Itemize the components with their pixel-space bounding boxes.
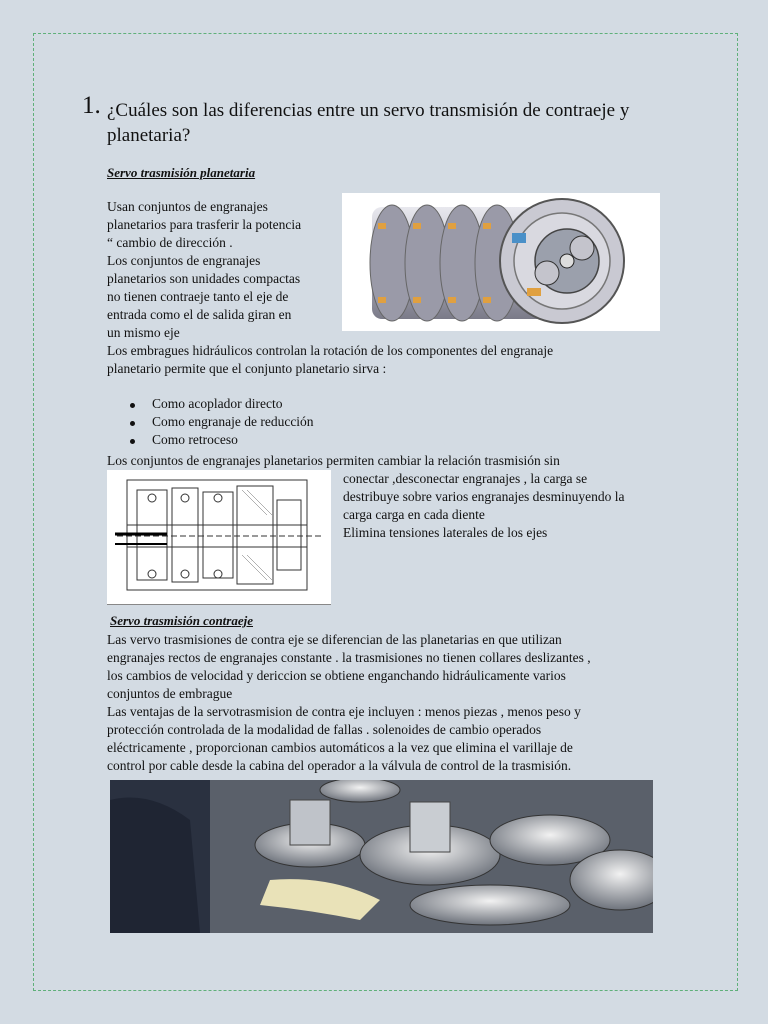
countershaft-line: eléctricamente , proporcionan cambios automáticos a la vez que elimina el varillaje de [107,740,573,755]
countershaft-line: conjuntos de embrague [107,686,233,701]
planetary-line: Usan conjuntos de engranajes [107,199,268,214]
bullet-item: Como retroceso [152,432,238,447]
planetary-line: planetarios para trasferir la potencia [107,217,302,232]
transmission-diagram-image [107,470,331,605]
countershaft-line: Las ventajas de la servotrasmision de contra eje incluyen : menos piezas , menos peso y [107,704,581,719]
question-text: ¿Cuáles son las diferencias entre un servo transmisión de contraeje y planetaria? [107,100,630,146]
planetary-paragraph-line: Los conjuntos de engranajes planetarios permiten cambiar la relación trasmisión sin [107,453,560,468]
planetary-line: entrada como el de salida giran en [107,307,292,322]
planetary-line: planetarios son unidades compactas [107,271,301,286]
bullet-item: Como engranaje de reducción [152,414,314,429]
countershaft-line: protección controlada de la modalidad de fallas . solenoides de cambio operados [107,722,542,737]
gears-photo-image [110,780,653,933]
question-number: 1. [82,92,101,119]
planetary-side-line: Elimina tensiones laterales de los ejes [343,525,548,540]
countershaft-line: control por cable desde la cabina del operador a la válvula de control de la trasmisión. [107,758,572,773]
planetary-paragraph-line: planetario permite que el conjunto planetario sirva : [107,361,387,376]
bullet-dot [130,403,135,408]
planetary-line: Los conjuntos de engranajes [107,253,261,268]
planetary-gear-image [342,193,660,331]
planetary-line: un mismo eje [107,325,180,340]
countershaft-line: engranajes rectos de engranajes constante . la trasmisiones no tienen collares deslizantes , [107,650,591,665]
bullet-dot [130,421,135,426]
planetary-paragraph-line: Los embragues hidráulicos controlan la rotación de los componentes del engranaje [107,343,554,358]
section-heading-planetary: Servo trasmisión planetaria [107,165,256,180]
bullet-item: Como acoplador directo [152,396,283,411]
planetary-side-line: conectar ,desconectar engranajes , la carga se [343,471,588,486]
countershaft-line: los cambios de velocidad y dericcion se obtiene enganchando hidráulicamente varios [107,668,566,683]
planetary-line: no tienen contraeje tanto el eje de [107,289,289,304]
bullet-dot [130,439,135,444]
planetary-line: “ cambio de dirección . [107,235,233,250]
countershaft-line: Las vervo trasmisiones de contra eje se diferencian de las planetarias en que utilizan [107,632,562,647]
section-heading-countershaft: Servo trasmisión contraeje [110,613,254,628]
planetary-side-line: destribuye sobre varios engranajes desminuyendo la [343,489,625,504]
planetary-side-line: carga carga en cada diente [343,507,485,522]
